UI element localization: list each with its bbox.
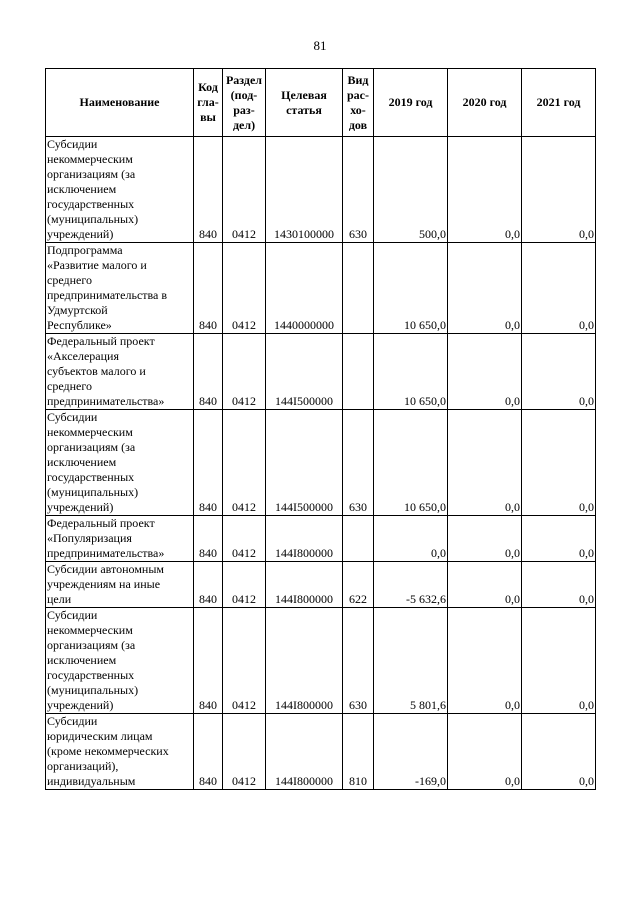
row-value-2019: 10 650,0	[374, 410, 448, 516]
row-chapter-code: 840	[194, 516, 223, 562]
row-section: 0412	[223, 714, 266, 790]
header-line: дел)	[232, 117, 256, 132]
table-row	[46, 516, 596, 562]
header-line: (под-	[230, 87, 258, 102]
row-section: 0412	[223, 562, 266, 608]
row-value-2020: 0,0	[448, 714, 522, 790]
row-name: Субсидии некоммерческим организациям (за исключением государственных (муниципальных) учреждений)	[46, 137, 194, 243]
row-section: 0412	[223, 334, 266, 410]
header-section	[223, 69, 266, 137]
table-row	[46, 562, 596, 608]
row-value-2021: 0,0	[522, 562, 596, 608]
row-chapter-code: 840	[194, 714, 223, 790]
row-expense-type: 630	[343, 608, 374, 714]
header-2019: 2019 год	[374, 69, 448, 137]
row-target-article: 144I800000	[266, 714, 343, 790]
header-name: Наименование	[46, 69, 194, 137]
budget-table	[45, 68, 596, 790]
table-row	[46, 410, 596, 516]
row-expense-type: 622	[343, 562, 374, 608]
header-line: вы	[200, 110, 216, 124]
row-value-2020: 0,0	[448, 410, 522, 516]
row-value-2020: 0,0	[448, 243, 522, 334]
header-line: Целевая	[281, 87, 327, 102]
row-value-2020: 0,0	[448, 608, 522, 714]
row-target-article: 144I500000	[266, 410, 343, 516]
row-name: Субсидии некоммерческим организациям (за исключением государственных (муниципальных) учреждений)	[46, 608, 194, 714]
row-value-2021: 0,0	[522, 243, 596, 334]
row-name: Подпрограмма «Развитие малого и среднего предпринимательства в Удмуртской Республике»	[46, 243, 194, 334]
row-chapter-code: 840	[194, 334, 223, 410]
row-expense-type: 630	[343, 410, 374, 516]
row-value-2019: 10 650,0	[374, 243, 448, 334]
row-chapter-code: 840	[194, 410, 223, 516]
table-row	[46, 334, 596, 410]
row-value-2020: 0,0	[448, 334, 522, 410]
row-chapter-code: 840	[194, 608, 223, 714]
row-value-2019: 0,0	[374, 516, 448, 562]
row-value-2021: 0,0	[522, 334, 596, 410]
row-value-2019: 5 801,6	[374, 608, 448, 714]
row-target-article: 1430100000	[266, 137, 343, 243]
row-value-2020: 0,0	[448, 516, 522, 562]
header-expense-type	[343, 69, 374, 137]
page-number: 81	[313, 38, 327, 53]
row-expense-type: 810	[343, 714, 374, 790]
header-line: Код	[198, 80, 218, 94]
row-value-2019: 500,0	[374, 137, 448, 243]
row-section: 0412	[223, 410, 266, 516]
header-chapter-code	[194, 69, 223, 137]
header-line: дов	[348, 117, 368, 132]
table-row	[46, 608, 596, 714]
row-section: 0412	[223, 243, 266, 334]
row-value-2019: 10 650,0	[374, 334, 448, 410]
header-line: Вид	[347, 72, 369, 87]
row-value-2021: 0,0	[522, 516, 596, 562]
row-chapter-code: 840	[194, 562, 223, 608]
row-target-article: 1440000000	[266, 243, 343, 334]
row-value-2020: 0,0	[448, 562, 522, 608]
row-value-2019: -169,0	[374, 714, 448, 790]
row-target-article: 144I800000	[266, 516, 343, 562]
row-expense-type	[343, 243, 374, 334]
row-chapter-code: 840	[194, 243, 223, 334]
row-target-article: 144I800000	[266, 562, 343, 608]
row-value-2021: 0,0	[522, 137, 596, 243]
row-section: 0412	[223, 516, 266, 562]
header-line: рас-	[347, 87, 369, 102]
row-name: Федеральный проект «Акселерация субъектов малого и среднего предпринимательства»	[46, 334, 194, 410]
row-section: 0412	[223, 137, 266, 243]
header-line: статья	[286, 102, 322, 117]
row-expense-type: 630	[343, 137, 374, 243]
header-2021: 2021 год	[522, 69, 596, 137]
header-line: хо-	[350, 102, 366, 117]
row-name: Субсидии юридическим лицам (кроме некоммерческих организаций), индивидуальным	[46, 714, 194, 790]
row-expense-type	[343, 516, 374, 562]
header-2020: 2020 год	[448, 69, 522, 137]
table-row	[46, 243, 596, 334]
header-line: гла-	[197, 95, 219, 109]
row-value-2021: 0,0	[522, 410, 596, 516]
row-name: Федеральный проект «Популяризация предпринимательства»	[46, 516, 194, 562]
table-row	[46, 714, 596, 790]
table-row	[46, 137, 596, 243]
row-name: Субсидии некоммерческим организациям (за исключением государственных (муниципальных) учреждений)	[46, 410, 194, 516]
row-target-article: 144I800000	[266, 608, 343, 714]
row-value-2021: 0,0	[522, 608, 596, 714]
row-section: 0412	[223, 608, 266, 714]
header-line: Раздел	[225, 72, 263, 87]
header-line: раз-	[233, 102, 255, 117]
row-value-2020: 0,0	[448, 137, 522, 243]
row-value-2019: -5 632,6	[374, 562, 448, 608]
row-expense-type	[343, 334, 374, 410]
row-name: Субсидии автономным учреждениям на иные цели	[46, 562, 194, 608]
row-target-article: 144I500000	[266, 334, 343, 410]
row-value-2021: 0,0	[522, 714, 596, 790]
row-chapter-code: 840	[194, 137, 223, 243]
header-target-article	[266, 69, 343, 137]
header-row	[46, 69, 596, 137]
